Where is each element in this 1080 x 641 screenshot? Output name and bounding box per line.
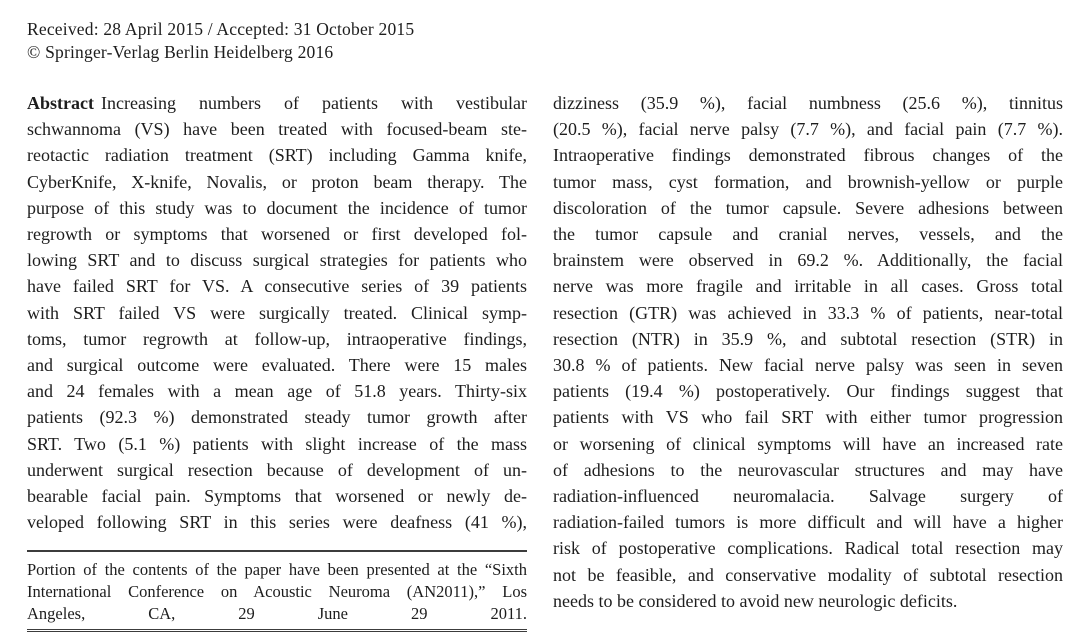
text-line: CyberKnife, X-knife, Novalis, or proton beam therapy. The [27,171,527,192]
footnote-bottom-double-rule [27,629,527,632]
right-column [553,90,1063,614]
left-column [27,90,527,632]
text-line: patients (19.4 %) postoperatively. Our findings suggest that [553,381,1063,402]
text-line: SRT. Two (5.1 %) patients with slight increase of the mass [27,433,527,454]
copyright-line: © Springer-Verlag Berlin Heidelberg 2016 [27,42,334,62]
text-line: International Conference on Acoustic Neuroma (AN2011),” Los [27,582,527,602]
footnote-text [27,552,527,625]
text-line: veloped following SRT in this series were deafness (41 %), [27,512,527,533]
received-accepted-line: Received: 28 April 2015 / Accepted: 31 October 2015 [27,19,415,39]
text-line: radiation-failed tumors is more difficult and will have a higher [553,512,1063,533]
text-line: with SRT failed VS were surgically treated. Clinical symp- [27,302,527,323]
text-line: resection (GTR) was achieved in 33.3 % of patients, near-total [553,302,1063,323]
text-line: radiation-influenced neuromalacia. Salvage surgery of [553,486,1063,507]
text-line: dizziness (35.9 %), facial numbness (25.6 %), tinnitus [553,93,1063,113]
abstract-left-text [27,90,527,535]
abstract-right-text [553,90,1063,614]
text-line: and surgical outcome were evaluated. There were 15 males [27,355,527,376]
text-line: or worsening of clinical symptoms will have an increased rate [553,433,1063,454]
text-line: needs to be considered to avoid new neurologic deficits. [553,590,958,611]
text-line: regrowth or symptoms that worsened or first developed fol- [27,224,527,245]
text-line: risk of postoperative complications. Radical total resection may [553,538,1063,559]
text-line: underwent surgical resection because of development of un- [27,459,527,480]
text-line: Intraoperative findings demonstrated fibrous changes of the [553,145,1063,166]
text-line: and 24 females with a mean age of 51.8 years. Thirty-six [27,381,527,402]
text-line: brainstem were observed in 69.2 %. Additionally, the facial [553,250,1063,271]
text-line: (20.5 %), facial nerve palsy (7.7 %), and facial pain (7.7 %). [553,119,1063,140]
text-line: reotactic radiation treatment (SRT) including Gamma knife, [27,145,527,166]
text-line: Portion of the contents of the paper have been presented at the “Sixth [27,560,527,580]
text-line: not be feasible, and conservative modality of subtotal resection [553,564,1063,585]
text-line: tumor mass, cyst formation, and brownish-yellow or purple [553,171,1063,192]
text-line: toms, tumor regrowth at follow-up, intraoperative findings, [27,328,527,349]
text-line: lowing SRT and to discuss surgical strategies for patients who [27,250,527,271]
text-line: schwannoma (VS) have been treated with focused-beam ste- [27,119,527,140]
text-line: the tumor capsule and cranial nerves, vessels, and the [553,224,1063,245]
text-line: patients with VS who fail SRT with either tumor progression [553,407,1063,428]
text-line: 30.8 % of patients. New facial nerve palsy was seen in seven [553,355,1063,376]
abstract-two-column-layout [27,90,1063,632]
text-line: nerve was more fragile and irritable in all cases. Gross total [553,276,1063,297]
text-line: Angeles, CA, 29 June 29 2011. [27,604,527,624]
text-line: of adhesions to the neurovascular structures and may have [553,459,1063,480]
text-line: patients (92.3 %) demonstrated steady tumor growth after [27,407,527,428]
text-line: resection (NTR) in 35.9 %, and subtotal resection (STR) in [553,328,1063,349]
article-dates-header [27,18,1063,64]
text-line: discoloration of the tumor capsule. Severe adhesions between [553,197,1063,218]
text-line: purpose of this study was to document the incidence of tumor [27,197,527,218]
abstract-label: Abstract [27,93,94,113]
text-line: bearable facial pain. Symptoms that worsened or newly de- [27,486,527,507]
text-line: have failed SRT for VS. A consecutive series of 39 patients [27,276,527,297]
text-line: Abstract Increasing numbers of patients with vestibular [27,93,527,113]
footnote-block [27,550,527,632]
